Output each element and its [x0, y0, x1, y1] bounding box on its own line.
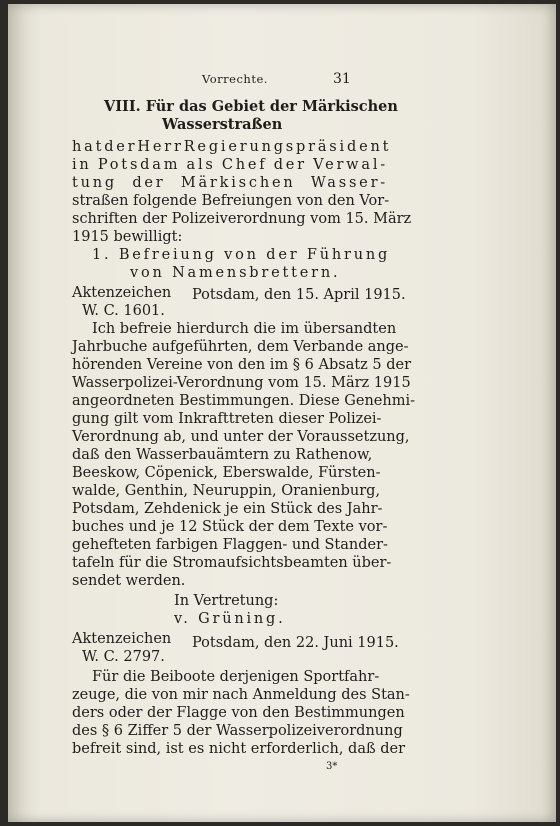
text-line: tafeln für die Stromaufsichtsbeamten über-	[72, 555, 392, 571]
text-line: straßen folgende Befreiungen von den Vor-	[72, 193, 390, 209]
text-line: gung gilt vom Inkrafttreten dieser Polizei-	[72, 411, 382, 427]
text-line: Beeskow, Cöpenick, Eberswalde, Fürsten-	[72, 465, 381, 481]
text-line: tung der Märkischen Wasser-	[72, 175, 388, 191]
text-line: in Potsdam als Chef der Verwal-	[72, 157, 388, 173]
reference-number: W. C. 2797.	[82, 649, 165, 665]
subsection-title-line-2: von Namensbrettern.	[130, 265, 341, 281]
signature-name: v. Grüning.	[174, 611, 286, 627]
page-number: 31	[333, 71, 351, 87]
text-line: hat der Herr Regierungspräsident	[72, 139, 392, 155]
signature-mark: 3*	[326, 761, 338, 772]
text-line: befreit sind, ist es nicht erforderlich, daß der	[72, 741, 406, 757]
text-line: hörenden Vereine von den im § 6 Absatz 5 der	[72, 357, 412, 373]
text-line: Potsdam, Zehdenick je ein Stück des Jahr-	[72, 501, 383, 517]
reference-label: Aktenzeichen	[72, 631, 172, 647]
text-line: sendet werden.	[72, 573, 186, 589]
text-line: gehefteten farbigen Flaggen- und Stander-	[72, 537, 388, 553]
running-head: Vorrechte.	[202, 72, 268, 86]
text-line: angeordneten Bestimmungen. Diese Genehmi-	[72, 393, 415, 409]
text-line: Ich befreie hierdurch die im übersandten	[92, 321, 397, 337]
place-date: Potsdam, den 15. April 1915.	[192, 287, 406, 303]
section-heading-line-1: VIII. Für das Gebiet der Märkischen	[104, 98, 398, 115]
text-line: ders oder der Flagge von den Bestimmungen	[72, 705, 405, 721]
text-line: daß den Wasserbauämtern zu Rathenow,	[72, 447, 373, 463]
text-line: Für die Beiboote derjenigen Sportfahr-	[92, 669, 380, 685]
text-line: Verordnung ab, und unter der Voraussetzung,	[72, 429, 410, 445]
text-line: buches und je 12 Stück der dem Texte vor-	[72, 519, 388, 535]
text-line: 1915 bewilligt:	[72, 229, 183, 245]
text-line: schriften der Polizeiverordnung vom 15. März	[72, 211, 412, 227]
reference-number: W. C. 1601.	[82, 303, 165, 319]
signature-prefix: In Vertretung:	[174, 593, 279, 609]
text-line: Jahrbuche aufgeführten, dem Verbande ange-	[72, 339, 409, 355]
book-page	[8, 4, 556, 822]
text-line: zeuge, die von mir nach Anmeldung des Stan-	[72, 687, 410, 703]
reference-label: Aktenzeichen	[72, 285, 172, 301]
section-heading-line-2: Wasserstraßen	[162, 116, 283, 133]
subsection-title-line-1: 1. Befreiung von der Führung	[92, 247, 391, 263]
text-line: des § 6 Ziffer 5 der Wasserpolizeiverordnung	[72, 723, 403, 739]
text-line: Wasserpolizei-Verordnung vom 15. März 1915	[72, 375, 411, 391]
text-line: walde, Genthin, Neuruppin, Oranienburg,	[72, 483, 381, 499]
place-date: Potsdam, den 22. Juni 1915.	[192, 635, 399, 651]
